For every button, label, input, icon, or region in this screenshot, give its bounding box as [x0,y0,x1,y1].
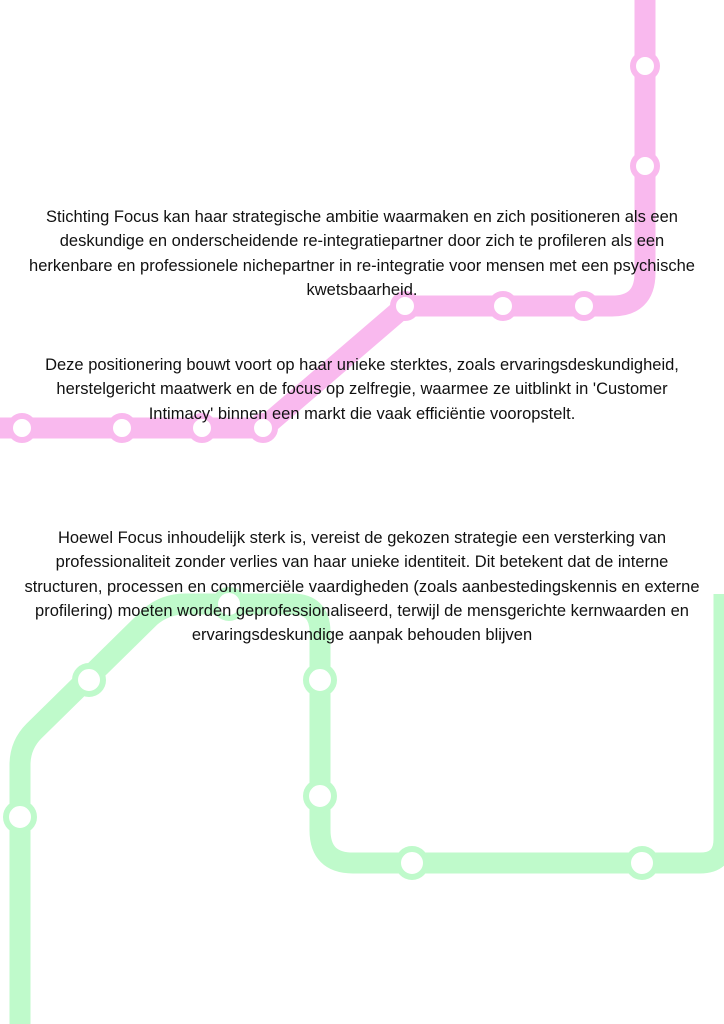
pink-station [633,54,657,78]
green-line-path [20,594,724,1024]
paragraph-positioning-ambition: Stichting Focus kan haar strategische ambitie waarmaken en zich positioneren als een deskundige en onderscheidende re-integratiepartner door zich te profileren als een herkenbare en professionele nichepartner in re-integratie voor mensen met een psychische kwetsbaarheid. [29,208,695,299]
green-station [306,782,334,810]
green-station [628,849,656,877]
green-station [6,803,34,831]
paragraph-professionalisation: Hoewel Focus inhoudelijk sterk is, vereist de gekozen strategie een versterking van professionaliteit zonder verlies van haar unieke identiteit. Dit betekent dat de interne structuren, processen en commerciële vaardigheden (zoals aanbestedingskennis en externe profilering) moeten worden geprofessionaliseerd, terwijl de mensgerichte kernwaarden en ervaringsdeskundige aanpak behouden blijven [24,529,700,645]
green-station [75,666,103,694]
pink-station [633,154,657,178]
green-station [398,849,426,877]
green-station [306,666,334,694]
green-metro-line [6,590,724,1024]
paragraph-unique-strengths: Deze positionering bouwt voort op haar unieke sterktes, zoals ervaringsdeskundigheid, herstelgericht maatwerk en de focus op zelfregie, waarmee ze uitblinkt in 'Customer Intimacy' binnen een markt die vaak efficiëntie vooropstelt. [45,356,679,423]
